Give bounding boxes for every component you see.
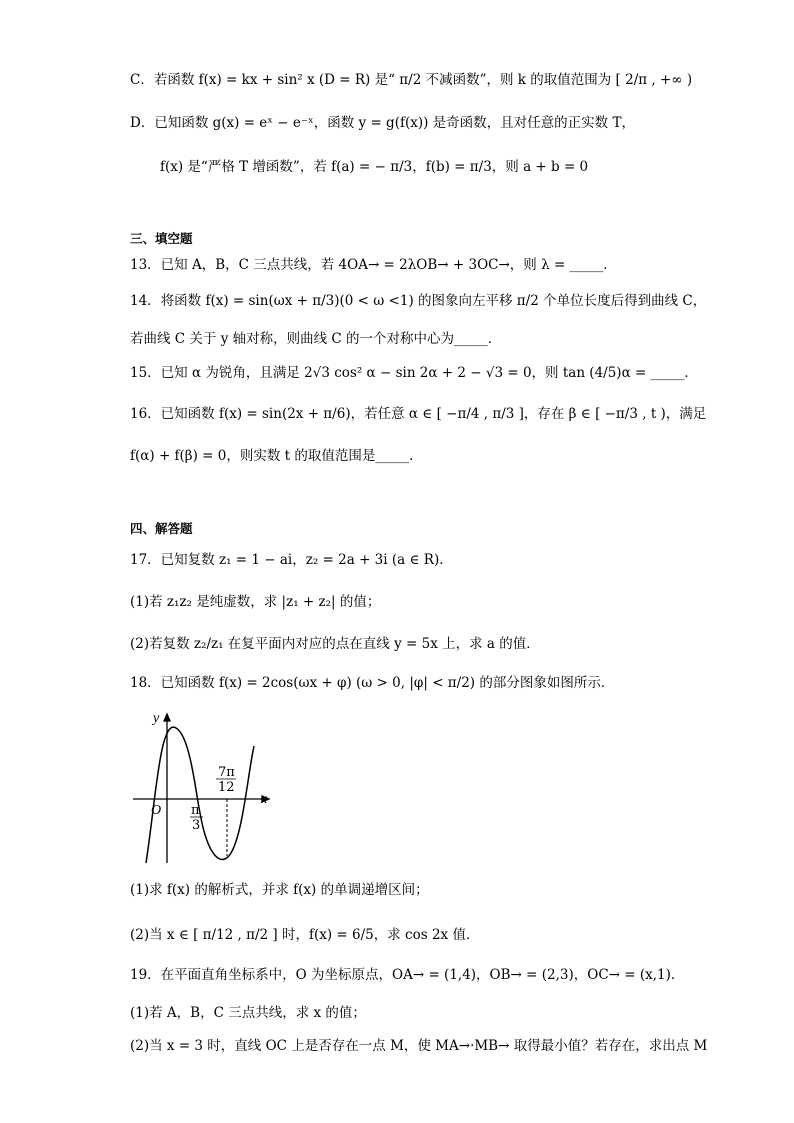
question-17: 17．已知复数 z₁ = 1 − ai，z₂ = 2a + 3i (a ∈ R)． — [130, 552, 453, 568]
option-c: C．若函数 f(x) = kx + sin² x (D = R) 是“ π/2 不减函数”，则 k 的取值范围为 [ 2/π , +∞ ) — [130, 72, 693, 88]
question-14-line1: 14．将函数 f(x) = sin(ωx + π/3)(0 < ω <1) 的图象向左平移 π/2 个单位长度后得到曲线 C， — [130, 293, 707, 309]
question-18-part1: (1)求 f(x) 的解析式，并求 f(x) 的单调递增区间； — [130, 882, 429, 898]
cosine-graph — [130, 708, 280, 868]
y-axis-label: y — [153, 711, 160, 726]
question-18: 18．已知函数 f(x) = 2cos(ωx + φ) (ω > 0, |φ| < π/2) 的部分图象如图所示． — [130, 675, 615, 691]
question-18-part2: (2)当 x ∈ [ π/12 , π/2 ] 时，f(x) = 6/5，求 cos 2x 值． — [130, 927, 480, 943]
question-14-line2: 若曲线 C 关于 y 轴对称，则曲线 C 的一个对称中心为_____． — [130, 331, 502, 347]
tick-7pi12-den: 12 — [218, 780, 235, 795]
question-19-part2: (2)当 x = 3 时，直线 OC 上是否存在一点 M，使 MA→·MB→ 取得最小值？若存在，求出点 M — [130, 1038, 708, 1054]
option-d-line1: D．已知函数 g(x) = eˣ − e⁻ˣ，函数 y = g(f(x)) 是奇函数，且对任意的正实数 T， — [130, 115, 635, 131]
tick-pi3-den: 3 — [192, 818, 201, 833]
tick-pi3-num: π — [191, 803, 200, 818]
question-13: 13．已知 A，B，C 三点共线，若 4OA→ = 2λOB→ + 3OC→，则 λ = _____． — [130, 257, 617, 273]
option-d-line2: f(x) 是“严格 T 增函数”，若 f(a) = − π/3，f(b) = π/3，则 a + b = 0 — [160, 159, 589, 175]
function-curve — [146, 727, 254, 863]
question-16-line2: f(α) + f(β) = 0，则实数 t 的取值范围是_____． — [130, 448, 423, 464]
question-19: 19．在平面直角坐标系中，O 为坐标原点，OA→ = (1,4)，OB→ = (2,3)，OC→ = (x,1)． — [130, 967, 685, 983]
question-17-part2: (2)若复数 z₂/z₁ 在复平面内对应的点在直线 y = 5x 上，求 a 的值． — [130, 636, 540, 652]
section-answer-heading: 四、解答题 — [130, 521, 193, 536]
origin-label: O — [151, 803, 162, 818]
question-15: 15．已知 α 为锐角，且满足 2√3 cos² α − sin 2α + 2 − √3 = 0，则 tan (4/5)α = _____． — [130, 365, 698, 381]
question-17-part1: (1)若 z₁z₂ 是纯虚数，求 |z₁ + z₂| 的值； — [130, 594, 381, 610]
question-19-part1: (1)若 A，B，C 三点共线，求 x 的值； — [130, 1005, 366, 1021]
y-axis-arrow — [164, 714, 170, 721]
question-16-line1: 16．已知函数 f(x) = sin(2x + π/6)，若任意 α ∈ [ −π/4 , π/3 ]，存在 β ∈ [ −π/3 , t )，满足 — [130, 406, 707, 422]
x-axis-label: x — [261, 792, 268, 807]
tick-7pi12-num: 7π — [218, 765, 235, 780]
section-fill-in-heading: 三、填空题 — [130, 231, 193, 246]
